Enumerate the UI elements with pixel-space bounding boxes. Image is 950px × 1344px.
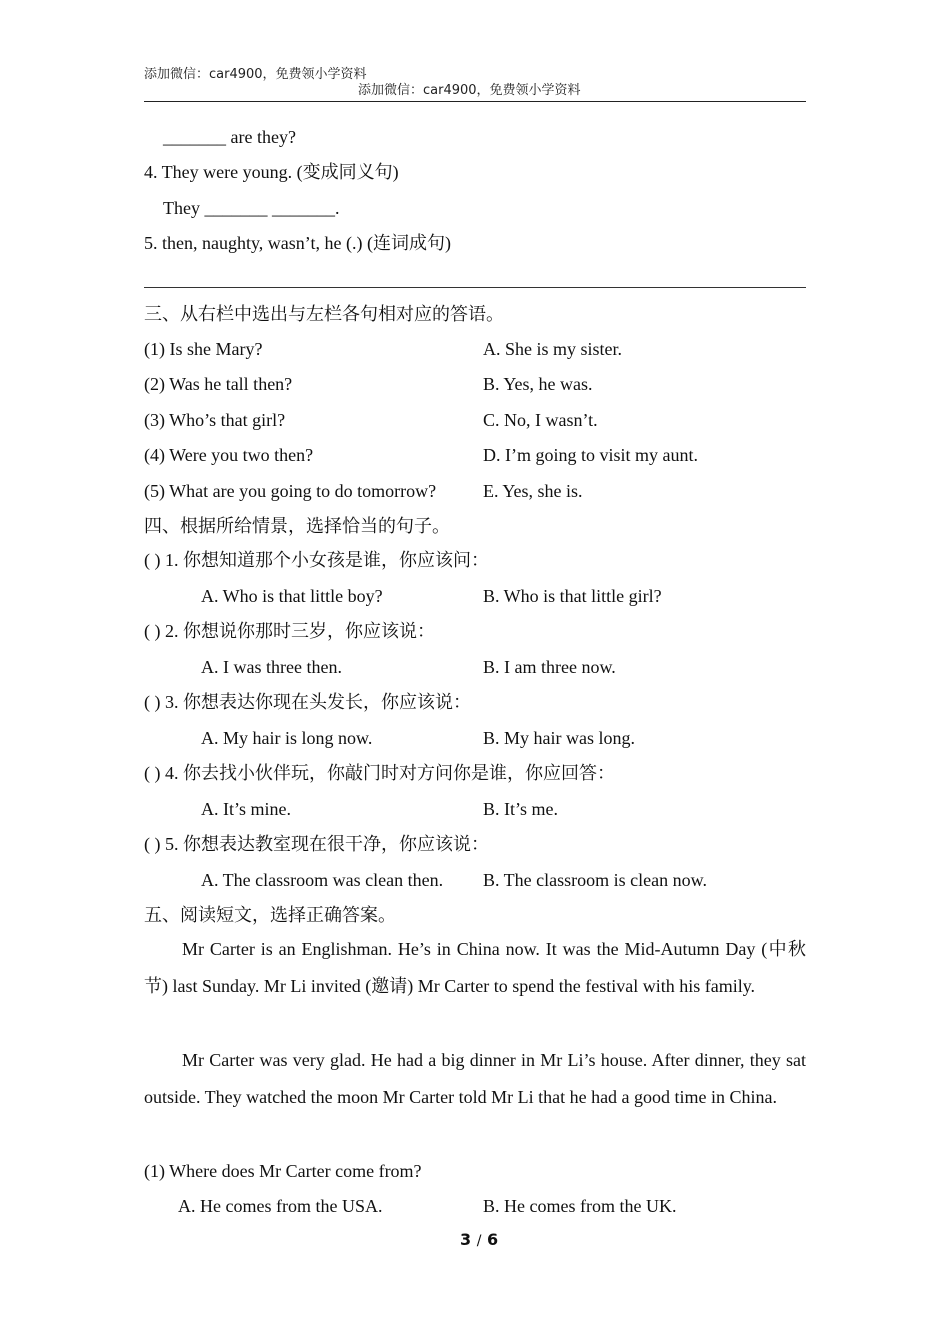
q3-answer-line: _______ are they? [163,127,296,147]
situation-option-4b: B. It’s me. [483,799,558,819]
match-left-3: (3) Who’s that girl? [144,410,286,430]
situation-option-5b: B. The classroom is clean now. [483,870,707,890]
match-left-4: (4) Were you two then? [144,445,314,465]
section3-title: 三、从右栏中选出与左栏各句相对应的答语。 [144,304,504,324]
situation-option-5a: A. The classroom was clean then. [201,870,444,890]
situation-question-2: ( ) 2. 你想说你那时三岁，你应该说： [144,621,435,641]
situation-question-3: ( ) 3. 你想表达你现在头发长，你应该说： [144,692,471,712]
section5-title: 五、阅读短文，选择正确答案。 [144,905,396,925]
situation-option-2b: B. I am three now. [483,657,616,677]
page-separator: / [476,1233,482,1249]
q4-answer-line: They _______ _______. [163,198,340,218]
total-pages: 6 [487,1230,499,1249]
situation-question-1: ( ) 1. 你想知道那个小女孩是谁，你应该问： [144,550,489,570]
match-right-4: D. I’m going to visit my aunt. [483,445,698,465]
match-right-2: B. Yes, he was. [483,374,593,394]
header-rule [144,101,806,102]
header-watermark-1: 添加微信：car4900，免费领小学资料 [144,67,367,82]
match-left-1: (1) Is she Mary? [144,339,263,359]
situation-option-1b: B. Who is that little girl? [483,586,662,606]
situation-option-1a: A. Who is that little boy? [201,586,383,606]
situation-option-2a: A. I was three then. [201,657,342,677]
reading-option-1a: A. He comes from the USA. [178,1196,383,1216]
header-watermark-2: 添加微信：car4900，免费领小学资料 [358,83,581,98]
q5-prompt: 5. then, naughty, wasn’t, he (.) (连词成句) [144,233,451,253]
q4-prompt: 4. They were young. (变成同义句) [144,162,399,182]
match-right-1: A. She is my sister. [483,339,623,359]
reading-paragraph-2: Mr Carter was very glad. He had a big dinner in Mr Li’s house. After dinner, they sat outside. They watched the moon Mr Carter told Mr Li that he had a good time in China. [144,1050,806,1107]
q5-answer-rule [144,287,806,288]
match-right-5: E. Yes, she is. [483,481,583,501]
reading-question-1: (1) Where does Mr Carter come from? [144,1161,422,1181]
situation-option-3b: B. My hair was long. [483,728,635,748]
situation-question-4: ( ) 4. 你去找小伙伴玩，你敲门时对方问你是谁，你应回答： [144,763,615,783]
situation-question-5: ( ) 5. 你想表达教室现在很干净，你应该说： [144,834,489,854]
current-page: 3 [460,1230,472,1249]
situation-option-4a: A. It’s mine. [201,799,291,819]
section4-title: 四、根据所给情景，选择恰当的句子。 [144,516,450,536]
match-right-3: C. No, I wasn’t. [483,410,598,430]
reading-option-1b: B. He comes from the UK. [483,1196,677,1216]
page-number [460,1232,498,1248]
match-left-5: (5) What are you going to do tomorrow? [144,481,437,501]
reading-paragraph-1: Mr Carter is an Englishman. He’s in China now. It was the Mid-Autumn Day (中秋节) last Sunday. Mr Li invited (邀请) Mr Carter to spend the festival with his family. [144,939,806,996]
match-left-2: (2) Was he tall then? [144,374,293,394]
situation-option-3a: A. My hair is long now. [201,728,373,748]
